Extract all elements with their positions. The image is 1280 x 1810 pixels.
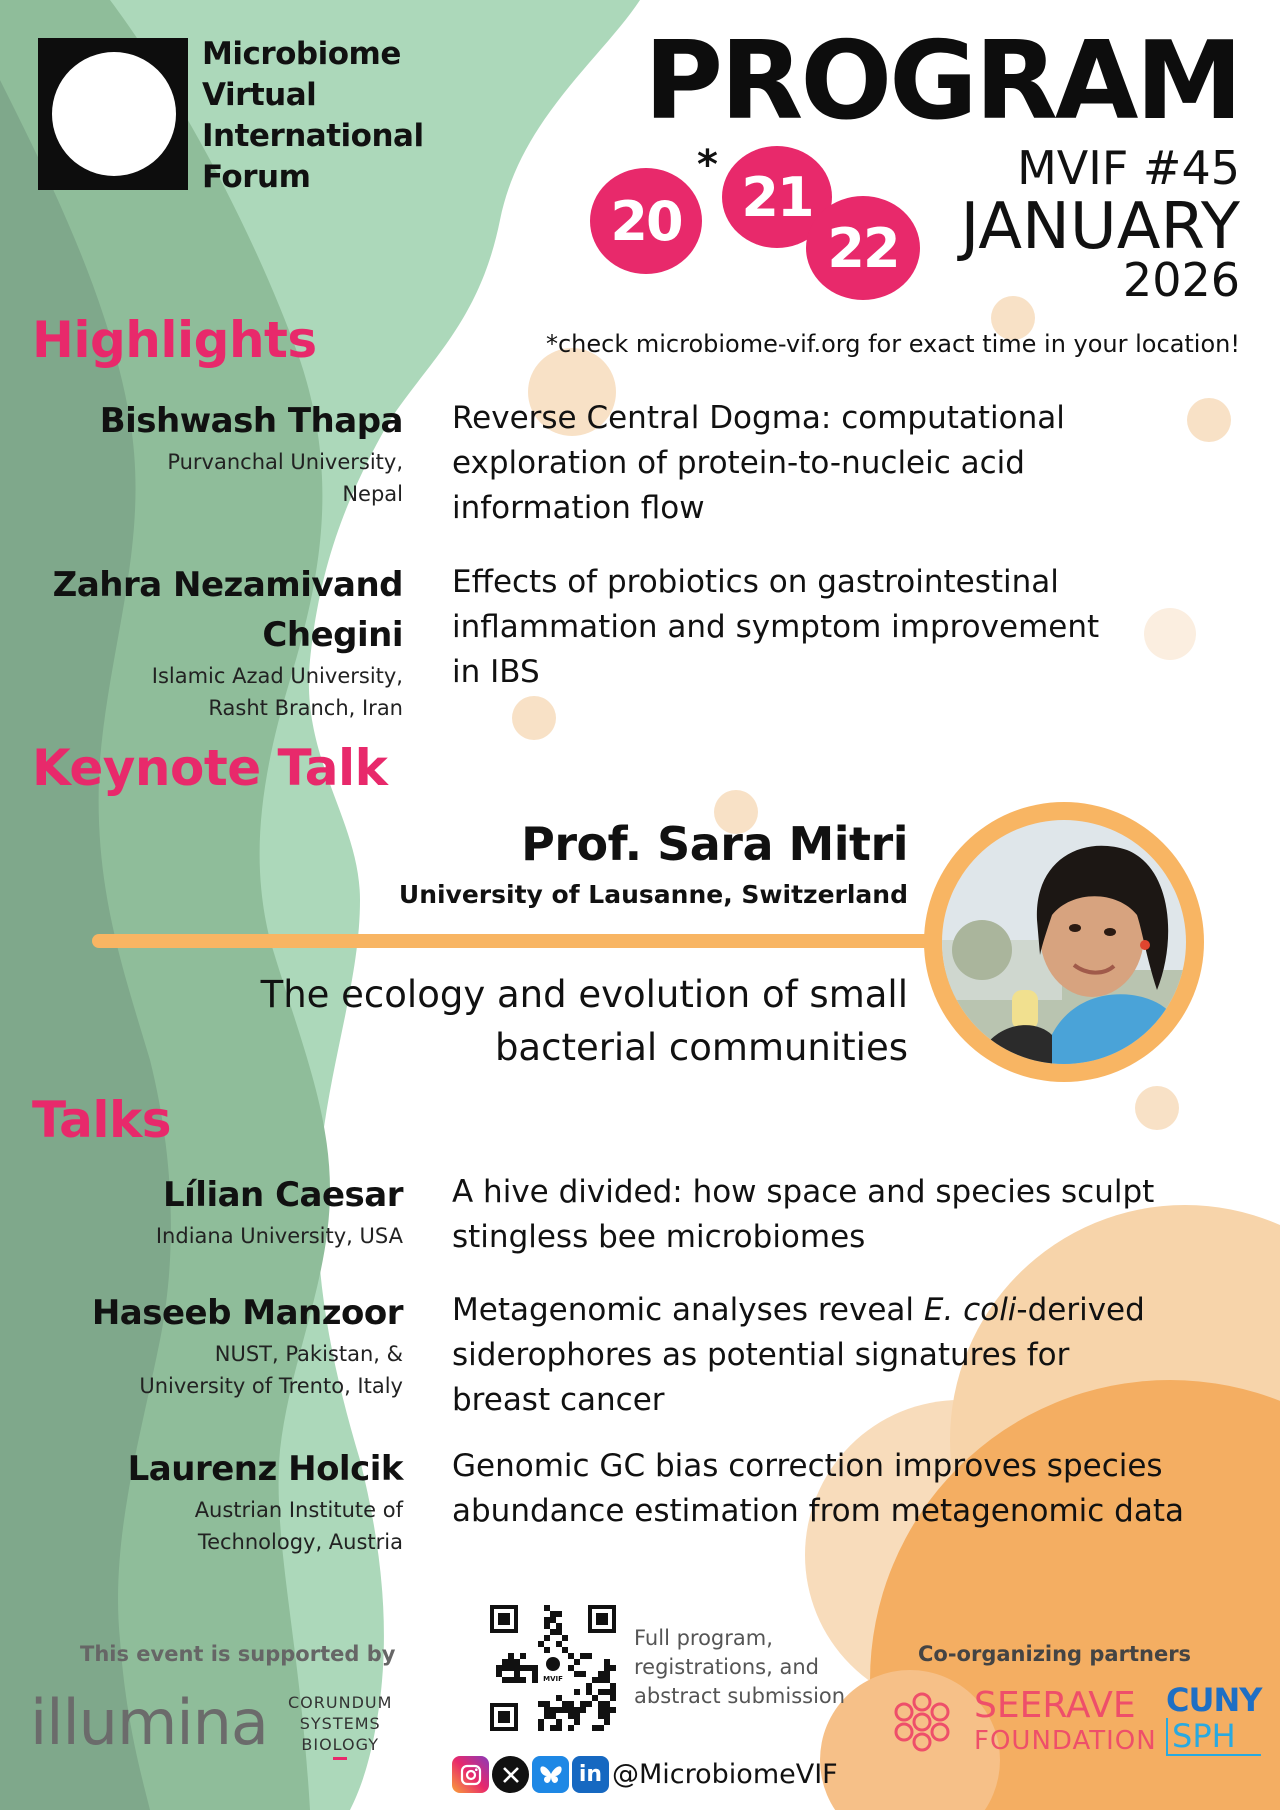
qr-module	[574, 1659, 580, 1665]
speaker-affiliation: Technology, Austria	[197, 1530, 403, 1554]
day-badge-22: 22	[806, 196, 920, 300]
x-icon[interactable]	[492, 1756, 529, 1793]
qr-module	[532, 1665, 538, 1671]
highlight-talk-title-2	[452, 560, 1252, 695]
instagram-icon[interactable]	[452, 1756, 489, 1793]
highlight-talk-title-1	[452, 396, 1252, 531]
qr-module	[502, 1677, 508, 1683]
qr-module	[610, 1707, 616, 1713]
sph-name: SPH	[1166, 1718, 1261, 1756]
date-asterisk: *	[697, 142, 718, 188]
qr-module	[568, 1665, 574, 1671]
qr-module	[550, 1629, 556, 1635]
brand-name-line-2: Virtual	[202, 77, 317, 113]
qr-module	[544, 1635, 550, 1641]
partners-label: Co-organizing partners	[918, 1642, 1192, 1666]
qr-module	[598, 1701, 604, 1707]
forum-logo[interactable]	[38, 38, 188, 190]
qr-module	[568, 1725, 574, 1731]
linkedin-icon[interactable]	[572, 1756, 609, 1793]
logo-text: CORUNDUM	[288, 1693, 393, 1712]
qr-note-line: Full program,	[634, 1626, 773, 1650]
speaker-affiliation: Purvanchal University,	[167, 450, 403, 474]
talk-title-line: siderophores as potential signatures for	[452, 1337, 1070, 1373]
speaker-affiliation: University of Trento, Italy	[139, 1374, 403, 1398]
seerave-flower-icon	[884, 1686, 960, 1758]
qr-module	[526, 1665, 532, 1671]
qr-module	[514, 1677, 520, 1683]
speaker-name: Laurenz Holcik	[127, 1449, 403, 1489]
qr-module	[592, 1677, 598, 1683]
talk-title-line: Effects of probiotics on gastrointestinal	[452, 564, 1059, 600]
qr-module	[598, 1677, 604, 1683]
speaker-name: Zahra Nezamivand	[52, 565, 403, 605]
qr-module	[544, 1707, 550, 1713]
qr-module	[550, 1611, 556, 1617]
qr-module	[574, 1719, 580, 1725]
speaker-name: Lílian Caesar	[162, 1175, 403, 1215]
qr-module	[580, 1701, 586, 1707]
qr-module	[544, 1713, 550, 1719]
qr-module	[514, 1665, 520, 1671]
qr-module	[550, 1725, 556, 1731]
qr-module	[544, 1647, 550, 1653]
speaker-affiliation: Nepal	[342, 482, 403, 506]
qr-module	[580, 1671, 586, 1677]
qr-module	[580, 1653, 586, 1659]
event-month: JANUARY	[960, 190, 1240, 264]
talk-title-line: exploration of protein-to-nucleic acid	[452, 445, 1025, 481]
speaker-name: Bishwash Thapa	[99, 401, 403, 441]
talk-title-line: A hive divided: how space and species sculpt	[452, 1174, 1155, 1210]
qr-module	[574, 1707, 580, 1713]
time-zone-note[interactable]: *check microbiome-vif.org for exact time in your location!	[545, 330, 1240, 358]
talks-heading: Talks	[32, 1091, 172, 1149]
qr-module	[550, 1713, 556, 1719]
qr-module	[586, 1683, 592, 1689]
qr-module	[586, 1689, 592, 1695]
illumina-logo[interactable]: illumina	[30, 1686, 268, 1759]
qr-module	[610, 1689, 616, 1695]
qr-module	[556, 1641, 562, 1647]
qr-module	[502, 1659, 508, 1665]
qr-module	[586, 1653, 592, 1659]
logo-accent	[333, 1757, 347, 1760]
qr-module	[574, 1671, 580, 1677]
qr-module	[598, 1689, 604, 1695]
keynote-talk-title	[208, 968, 908, 1074]
qr-module	[574, 1689, 580, 1695]
decor-dot	[1135, 1086, 1179, 1130]
talk-title-line: in IBS	[452, 654, 540, 690]
logo-text: SYSTEMS	[299, 1714, 381, 1733]
qr-module	[538, 1719, 544, 1725]
event-year: 2026	[1122, 253, 1240, 307]
qr-module	[496, 1671, 502, 1677]
x-glyph	[501, 1765, 521, 1785]
qr-module	[568, 1707, 574, 1713]
qr-module	[520, 1665, 526, 1671]
bluesky-glyph	[539, 1764, 563, 1786]
qr-module	[514, 1659, 520, 1665]
qr-module	[538, 1725, 544, 1731]
qr-module	[604, 1659, 610, 1665]
talk-title-line: Genomic GC bias correction improves species	[452, 1448, 1163, 1484]
qr-module	[556, 1623, 562, 1629]
speaker-name: Chegini	[262, 615, 403, 655]
social-handle[interactable]: @MicrobiomeVIF	[612, 1759, 838, 1790]
speaker-name: Haseeb Manzoor	[91, 1293, 403, 1333]
qr-module	[604, 1707, 610, 1713]
qr-module	[520, 1653, 526, 1659]
qr-module	[556, 1725, 562, 1731]
qr-module	[520, 1677, 526, 1683]
talk-title-1	[452, 1170, 1252, 1260]
qr-module	[610, 1665, 616, 1671]
logo-text: BIOLOGY	[301, 1735, 379, 1754]
cuny-name: CUNY	[1166, 1681, 1262, 1719]
speaker-affiliation: Indiana University, USA	[155, 1224, 403, 1248]
talk-title-line: Reverse Central Dogma: computational	[452, 400, 1065, 436]
seerave-name: SEERAVE	[974, 1685, 1136, 1726]
speaker-affiliation: Rasht Branch, Iran	[208, 696, 403, 720]
edition-number: MVIF #45	[1017, 141, 1240, 195]
qr-module	[604, 1665, 610, 1671]
qr-module	[604, 1677, 610, 1683]
qr-module	[604, 1719, 610, 1725]
qr-module	[598, 1671, 604, 1677]
portrait-illustration	[942, 820, 1186, 1064]
qr-module	[532, 1671, 538, 1677]
qr-module	[598, 1725, 604, 1731]
circle-in-square-logo-icon	[52, 52, 176, 176]
highlight-speaker-1	[23, 396, 403, 510]
qr-module	[544, 1617, 550, 1623]
brand-name-line-3: International	[202, 118, 424, 154]
keynote-divider	[92, 934, 942, 948]
species-name: E. coli	[923, 1292, 1017, 1328]
qr-module	[574, 1713, 580, 1719]
qr-module	[562, 1707, 568, 1713]
qr-module	[544, 1623, 550, 1629]
talk-speaker-2	[23, 1288, 403, 1402]
talk-title-line: information flow	[452, 490, 705, 526]
speaker-affiliation: NUST, Pakistan, &	[214, 1342, 403, 1366]
qr-note	[634, 1624, 864, 1711]
talk-title-2	[452, 1288, 1252, 1423]
qr-module	[550, 1617, 556, 1623]
sponsor-label: This event is supported by	[80, 1642, 396, 1666]
linkedin-glyph: in	[578, 1762, 603, 1787]
talk-title-line	[452, 1288, 1252, 1333]
qr-module	[514, 1671, 520, 1677]
brand-name-line-1: Microbiome	[202, 36, 401, 72]
talk-title-line: bacterial communities	[494, 1026, 908, 1069]
qr-note-line: abstract submission	[634, 1684, 846, 1708]
qr-module	[604, 1713, 610, 1719]
qr-module	[580, 1707, 586, 1713]
qr-module	[598, 1713, 604, 1719]
qr-module	[556, 1707, 562, 1713]
social-icons	[452, 1756, 609, 1793]
qr-module	[562, 1701, 568, 1707]
qr-module	[532, 1677, 538, 1683]
qr-module	[502, 1665, 508, 1671]
qr-module	[508, 1653, 514, 1659]
qr-badge-text: MVIF	[543, 1675, 563, 1683]
talk-title-line: stingless bee microbiomes	[452, 1219, 866, 1255]
qr-module	[550, 1707, 556, 1713]
qr-module	[586, 1701, 592, 1707]
highlight-speaker-2	[23, 560, 403, 724]
talk-title-line: breast cancer	[452, 1382, 665, 1418]
keynote-affiliation: University of Lausanne, Switzerland	[398, 880, 908, 909]
qr-module	[610, 1683, 616, 1689]
speaker-portrait-icon	[942, 820, 1186, 1064]
corundum-logo[interactable]	[288, 1692, 392, 1760]
qr-module	[604, 1671, 610, 1677]
bluesky-icon[interactable]	[532, 1756, 569, 1793]
qr-module	[562, 1635, 568, 1641]
qr-module	[556, 1719, 562, 1725]
qr-module	[538, 1641, 544, 1647]
qr-module	[568, 1653, 574, 1659]
qr-module	[556, 1611, 562, 1617]
title-text: -derived	[1016, 1292, 1145, 1328]
day-badge-20: 20	[590, 168, 702, 274]
qr-module	[562, 1647, 568, 1653]
qr-module	[556, 1695, 562, 1701]
qr-module	[610, 1695, 616, 1701]
qr-module	[604, 1701, 610, 1707]
qr-module	[568, 1713, 574, 1719]
qr-module	[592, 1695, 598, 1701]
qr-module	[496, 1665, 502, 1671]
talk-title-3	[452, 1444, 1252, 1534]
qr-module	[508, 1659, 514, 1665]
qr-module	[538, 1701, 544, 1707]
program-title: PROGRAM	[644, 19, 1240, 144]
qr-module	[598, 1707, 604, 1713]
speaker-affiliation: Islamic Azad University,	[151, 664, 403, 688]
talk-speaker-3	[23, 1444, 403, 1558]
title-text: Metagenomic analyses reveal	[452, 1292, 924, 1328]
qr-module	[568, 1701, 574, 1707]
qr-code[interactable]	[490, 1605, 616, 1731]
qr-module	[508, 1677, 514, 1683]
decor-dot	[512, 696, 556, 740]
talk-title-line: The ecology and evolution of small	[260, 973, 908, 1016]
qr-module	[544, 1605, 550, 1611]
qr-module	[508, 1665, 514, 1671]
cuny-sph-logo[interactable]	[1166, 1682, 1261, 1756]
speaker-affiliation: Austrian Institute of	[194, 1498, 403, 1522]
keynote-heading: Keynote Talk	[32, 739, 388, 797]
day-badge-21: 21	[722, 146, 832, 248]
instagram-glyph	[459, 1763, 483, 1787]
talk-speaker-1	[23, 1170, 403, 1252]
qr-module	[556, 1629, 562, 1635]
talk-title-line: inflammation and symptom improvement	[452, 609, 1100, 645]
seerave-subname: FOUNDATION	[974, 1726, 1157, 1756]
talk-title-line: abundance estimation from metagenomic data	[452, 1493, 1184, 1529]
qr-module	[544, 1701, 550, 1707]
brand-name-line-4: Forum	[202, 159, 311, 195]
qr-code-icon	[490, 1605, 616, 1731]
highlights-heading: Highlights	[32, 311, 317, 369]
qr-module	[604, 1689, 610, 1695]
keynote-speaker-name: Prof. Sara Mitri	[521, 817, 908, 871]
qr-module	[592, 1725, 598, 1731]
qr-note-line: registrations, and	[634, 1655, 819, 1679]
